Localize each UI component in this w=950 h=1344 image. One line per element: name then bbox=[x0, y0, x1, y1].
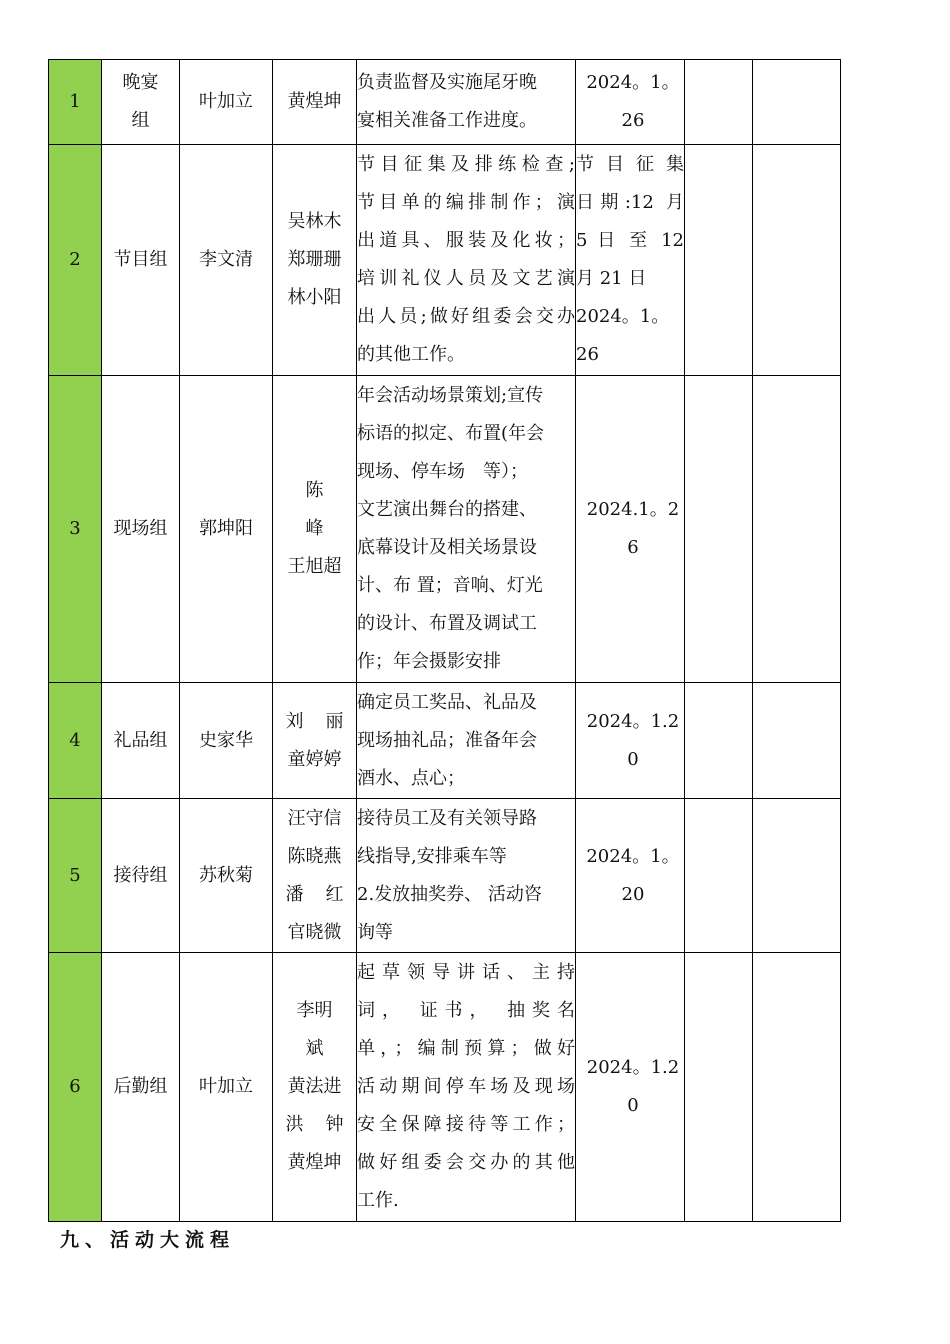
group-name-line: 现场组 bbox=[113, 518, 168, 539]
date-cell bbox=[576, 799, 685, 953]
duty-cell bbox=[357, 683, 576, 799]
group-cell bbox=[102, 60, 180, 145]
group-name-line: 后勤组 bbox=[113, 1076, 168, 1097]
leader-cell bbox=[180, 376, 273, 683]
group-cell bbox=[102, 683, 180, 799]
date-cell bbox=[576, 953, 685, 1222]
blank-cell bbox=[753, 60, 841, 145]
blank-cell bbox=[685, 953, 753, 1222]
leader-cell bbox=[180, 145, 273, 376]
date-line: 2024。1.2 bbox=[586, 1057, 680, 1078]
table-row bbox=[49, 60, 841, 145]
group-name-line: 接待组 bbox=[113, 864, 168, 886]
member-name: 峰 bbox=[305, 518, 324, 539]
member-name: 洪 钟 bbox=[285, 1114, 344, 1135]
member-name: 林小阳 bbox=[287, 287, 342, 308]
row-number: 3 bbox=[69, 518, 81, 539]
leader-cell bbox=[180, 60, 273, 145]
date-cell bbox=[576, 683, 685, 799]
row-number: 4 bbox=[69, 729, 81, 751]
duty-line: 起草领导讲话、主持 bbox=[357, 962, 575, 983]
duty-line: 活动期间停车场及现场 bbox=[357, 1076, 575, 1097]
members-list bbox=[286, 83, 344, 121]
duty-line: 现场抽礼品；准备年会 bbox=[357, 729, 537, 751]
date-line: 日期:12 月 bbox=[576, 192, 684, 213]
date-line: 2024。1.2 bbox=[586, 710, 680, 732]
group-name-line: 节目组 bbox=[113, 249, 168, 270]
duty-cell bbox=[357, 145, 576, 376]
leader-cell bbox=[180, 799, 273, 953]
row-number-cell bbox=[49, 953, 102, 1222]
members-cell bbox=[273, 376, 357, 683]
members-cell bbox=[273, 683, 357, 799]
member-name: 童婷婷 bbox=[287, 748, 342, 770]
blank-cell bbox=[753, 145, 841, 376]
group-cell bbox=[102, 376, 180, 683]
group-name-line: 晚宴 bbox=[122, 72, 159, 93]
member-name: 李明 bbox=[296, 1000, 333, 1021]
section-heading: 九、活动大流程 bbox=[60, 1229, 236, 1251]
members-cell bbox=[273, 145, 357, 376]
members-cell bbox=[273, 60, 357, 145]
date-line: 2024.1。2 bbox=[586, 499, 680, 520]
duty-line: 计、布 置；音响、灯光 bbox=[357, 575, 543, 596]
table-row bbox=[49, 376, 841, 683]
date-line: 26 bbox=[576, 344, 599, 365]
duty-cell bbox=[357, 953, 576, 1222]
duty-line: 年会活动场景策划;宣传 bbox=[357, 385, 544, 406]
row-number: 5 bbox=[69, 864, 81, 886]
date-cell bbox=[576, 60, 685, 145]
blank-cell bbox=[753, 799, 841, 953]
leader-cell bbox=[180, 953, 273, 1222]
duty-line: 出道具、服装及化妆； bbox=[357, 230, 575, 251]
date-line: 2024。1。 bbox=[586, 845, 680, 867]
duty-cell bbox=[357, 60, 576, 145]
row-number-cell bbox=[49, 145, 102, 376]
table-row bbox=[49, 145, 841, 376]
leader-cell bbox=[180, 683, 273, 799]
duty-line: 负责监督及实施尾牙晚 bbox=[357, 72, 537, 93]
blank-cell bbox=[685, 376, 753, 683]
row-number: 1 bbox=[69, 91, 81, 112]
table-row bbox=[49, 799, 841, 953]
blank-cell bbox=[685, 60, 753, 145]
leader-name: 叶加立 bbox=[199, 1076, 253, 1097]
table-body bbox=[49, 60, 841, 1222]
member-name: 吴林木 bbox=[287, 211, 342, 232]
group-cell bbox=[102, 799, 180, 953]
duty-line: 的设计、布置及调试工 bbox=[357, 613, 537, 634]
row-number: 6 bbox=[69, 1076, 81, 1097]
date-line: 5 日 至 12 bbox=[576, 230, 684, 251]
members-cell bbox=[273, 799, 357, 953]
duty-line: 文艺演出舞台的搭建、 bbox=[357, 499, 537, 520]
duty-line: 酒水、点心； bbox=[357, 767, 465, 789]
duty-line: 作；年会摄影安排 bbox=[357, 651, 501, 672]
duty-line: 底幕设计及相关场景设 bbox=[357, 537, 537, 558]
row-number: 2 bbox=[69, 249, 81, 270]
duty-line: 做好组委会交办的其他 bbox=[357, 1152, 575, 1173]
duty-line: 确定员工奖品、礼品及 bbox=[357, 691, 537, 713]
blank-cell bbox=[685, 799, 753, 953]
blank-cell bbox=[753, 376, 841, 683]
leader-name: 史家华 bbox=[199, 729, 253, 751]
group-name-line: 礼品组 bbox=[113, 729, 168, 751]
duty-line: 词， 证书， 抽奖名 bbox=[357, 1000, 575, 1021]
member-name: 刘 丽 bbox=[285, 710, 344, 732]
duty-line: 安全保障接待等工作； bbox=[357, 1114, 575, 1135]
committee-table bbox=[48, 59, 841, 1222]
duty-line: 的其他工作。 bbox=[357, 344, 465, 365]
date-line: 节 目 征 集 bbox=[576, 154, 684, 175]
date-cell bbox=[576, 376, 685, 683]
member-name: 斌 bbox=[305, 1038, 324, 1059]
date-line: 0 bbox=[627, 748, 639, 770]
member-name: 黄煌坤 bbox=[287, 91, 342, 112]
duty-line: 宴相关准备工作进度。 bbox=[357, 110, 537, 131]
group-cell bbox=[102, 953, 180, 1222]
leader-name: 叶加立 bbox=[199, 91, 253, 112]
row-number-cell bbox=[49, 60, 102, 145]
duty-line: 标语的拟定、布置(年会 bbox=[357, 423, 545, 444]
member-name: 潘 红 bbox=[285, 883, 344, 905]
members-list bbox=[286, 472, 344, 586]
members-cell bbox=[273, 953, 357, 1222]
duty-line: 线指导,安排乘车等 bbox=[357, 845, 507, 867]
date-cell bbox=[576, 145, 685, 376]
member-name: 黄煌坤 bbox=[287, 1152, 342, 1173]
leader-name: 苏秋菊 bbox=[199, 864, 253, 886]
duty-line: 培训礼仪人员及文艺演 bbox=[357, 268, 575, 289]
duty-line: 出人员;做好组委会交办 bbox=[357, 306, 575, 327]
date-line: 6 bbox=[627, 537, 639, 558]
duty-cell bbox=[357, 799, 576, 953]
members-list bbox=[286, 703, 344, 779]
member-name: 陈晓燕 bbox=[287, 845, 342, 867]
members-list bbox=[286, 203, 344, 317]
row-number-cell bbox=[49, 683, 102, 799]
member-name: 陈 bbox=[305, 480, 324, 501]
blank-cell bbox=[685, 683, 753, 799]
group-cell bbox=[102, 145, 180, 376]
duty-line: 接待员工及有关领导路 bbox=[357, 807, 537, 829]
members-list bbox=[286, 800, 344, 952]
date-line: 0 bbox=[627, 1095, 639, 1116]
date-line: 2024。1。 bbox=[586, 72, 680, 93]
members-list bbox=[286, 992, 344, 1182]
group-name-line: 组 bbox=[131, 110, 150, 131]
date-line: 26 bbox=[621, 110, 645, 131]
member-name: 黄法进 bbox=[287, 1076, 342, 1097]
table-row bbox=[49, 953, 841, 1222]
date-line: 2024。1。 bbox=[576, 306, 670, 327]
member-name: 汪守信 bbox=[287, 807, 342, 829]
row-number-cell bbox=[49, 799, 102, 953]
blank-cell bbox=[685, 145, 753, 376]
duty-line: 单，；编制预算；做好 bbox=[357, 1038, 575, 1059]
table-row bbox=[49, 683, 841, 799]
member-name: 郑珊珊 bbox=[287, 249, 342, 270]
duty-line: 询等 bbox=[357, 921, 393, 943]
duty-cell bbox=[357, 376, 576, 683]
duty-line: 现场、停车场 等）； bbox=[357, 461, 528, 482]
leader-name: 李文清 bbox=[199, 249, 253, 270]
row-number-cell bbox=[49, 376, 102, 683]
member-name: 官晓微 bbox=[287, 921, 342, 943]
date-line: 月 21 日 bbox=[576, 268, 647, 289]
duty-line: 2.发放抽奖券、 活动咨 bbox=[357, 883, 542, 905]
date-line: 20 bbox=[621, 883, 645, 905]
blank-cell bbox=[753, 683, 841, 799]
leader-name: 郭坤阳 bbox=[199, 518, 253, 539]
duty-line: 节目征集及排练检查; bbox=[357, 154, 575, 175]
duty-line: 节目单的编排制作；演 bbox=[357, 192, 575, 213]
member-name: 王旭超 bbox=[287, 556, 342, 577]
blank-cell bbox=[753, 953, 841, 1222]
duty-line: 工作. bbox=[357, 1190, 399, 1211]
